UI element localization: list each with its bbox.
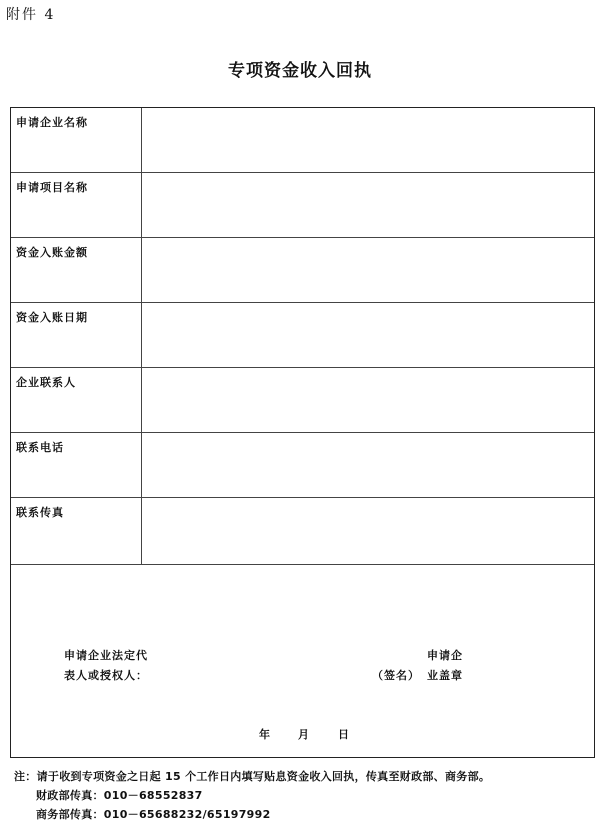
finance-fax-number: 财政部传真：010－68552837 [36, 789, 203, 802]
row-company-name [11, 108, 594, 173]
phone-field[interactable] [142, 433, 594, 497]
contact-person-label: 企业联系人 [16, 376, 76, 389]
amount-field[interactable] [142, 238, 594, 302]
date-month-label: 月 [298, 728, 309, 741]
project-name-label: 申请项目名称 [16, 181, 88, 194]
signature-label: （签名） [372, 669, 420, 682]
entry-date-field[interactable] [142, 303, 594, 367]
row-contact-person [11, 368, 594, 433]
company-name-field[interactable] [142, 108, 594, 172]
amount-label: 资金入账金额 [16, 246, 88, 259]
entry-date-label: 资金入账日期 [16, 311, 88, 324]
row-project-name [11, 173, 594, 238]
row-entry-date [11, 303, 594, 368]
legal-rep-label-line2: 表人或授权人： [64, 669, 148, 682]
row-amount [11, 238, 594, 303]
row-fax [11, 498, 594, 565]
seal-label-line1: 申请企 [427, 649, 463, 662]
date-year-label: 年 [259, 728, 270, 741]
footer-note: 注：请于收到专项资金之日起 15 个工作日内填写贴息资金收入回执，传真至财政部、商务部。 [14, 770, 491, 783]
contact-person-field[interactable] [142, 368, 594, 432]
receipt-form [10, 107, 595, 758]
legal-rep-label-line1: 申请企业法定代 [64, 649, 148, 662]
fax-field[interactable] [142, 498, 594, 564]
fax-label: 联系传真 [16, 506, 64, 519]
form-title: 专项资金收入回执 [228, 61, 372, 81]
company-name-label: 申请企业名称 [16, 116, 88, 129]
phone-label: 联系电话 [16, 441, 64, 454]
date-day-label: 日 [338, 728, 349, 741]
row-phone [11, 433, 594, 498]
commerce-fax-number: 商务部传真：010－65688232/65197992 [36, 808, 271, 821]
project-name-field[interactable] [142, 173, 594, 237]
attachment-number: 附件 4 [6, 7, 56, 23]
seal-label-line2: 业盖章 [427, 669, 463, 682]
